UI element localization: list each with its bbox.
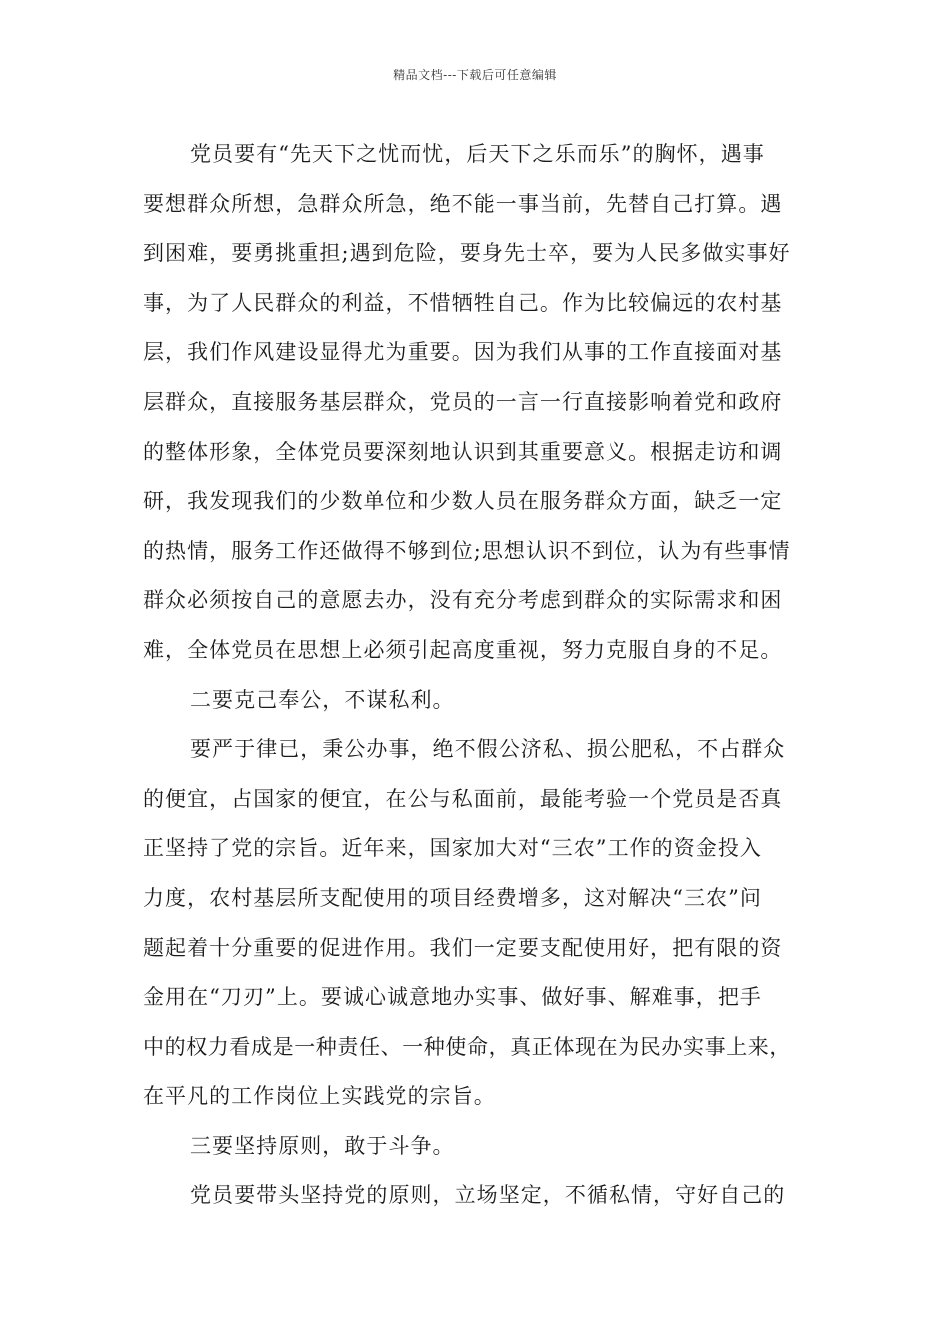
paragraph-line: 事，为了人民群众的利益，不惜牺牲自己。作为比较偏远的农村基: [143, 290, 783, 315]
paragraph-line: 的整体形象，全体党员要深刻地认识到其重要意义。根据走访和调: [143, 439, 783, 464]
section-heading: 三要坚持原则，敢于斗争。: [190, 1133, 455, 1158]
paragraph-line: 正坚持了党的宗旨。近年来，国家加大对“三农”工作的资金投入: [143, 836, 762, 861]
paragraph-line: 层，我们作风建设显得尤为重要。因为我们从事的工作直接面对基: [143, 340, 783, 365]
paragraph-line: 到困难，要勇挑重担;遇到危险，要身先士卒，要为人民多做实事好: [143, 241, 791, 266]
paragraph-line: 层群众，直接服务基层群众，党员的一言一行直接影响着党和政府: [143, 389, 783, 414]
paragraph-line: 群众必须按自己的意愿去办，没有充分考虑到群众的实际需求和困: [143, 588, 783, 613]
paragraph-line: 要严于律已，秉公办事，绝不假公济私、损公肥私，不占群众: [190, 737, 786, 762]
document-body: [143, 130, 815, 1221]
paragraph-line: 的便宜，占国家的便宜，在公与私面前，最能考验一个党员是否真: [143, 786, 783, 811]
paragraph-line: 力度，农村基层所支配使用的项目经费增多，这对解决“三农”问: [143, 885, 762, 910]
paragraph-line: 题起着十分重要的促进作用。我们一定要支配使用好，把有限的资: [143, 935, 783, 960]
paragraph-line: 金用在“刀刃”上。要诚心诚意地办实事、做好事、解难事，把手: [143, 985, 762, 1010]
paragraph-line: 党员要有“先天下之忧而忧，后天下之乐而乐”的胸怀，遇事: [190, 142, 765, 166]
page-header: 精品文档---下载后可任意编辑: [393, 68, 557, 82]
paragraph-line: 研，我发现我们的少数单位和少数人员在服务群众方面，缺乏一定: [143, 489, 783, 514]
paragraph-line: 的热情，服务工作还做得不够到位;思想认识不到位，认为有些事情: [143, 538, 791, 563]
paragraph-line: 党员要带头坚持党的原则，立场坚定，不循私情，守好自己的: [190, 1183, 786, 1208]
paragraph-line: 在平凡的工作岗位上实践党的宗旨。: [143, 1084, 496, 1109]
section-heading: 二要克己奉公，不谋私利。: [190, 687, 455, 712]
paragraph-line: 中的权力看成是一种责任、一种使命，真正体现在为民办实事上来，: [143, 1034, 791, 1059]
paragraph-line: 难，全体党员在思想上必须引起高度重视，努力克服自身的不足。: [143, 637, 783, 662]
paragraph-line: 要想群众所想，急群众所急，绝不能一事当前，先替自己打算。遇: [143, 191, 783, 216]
